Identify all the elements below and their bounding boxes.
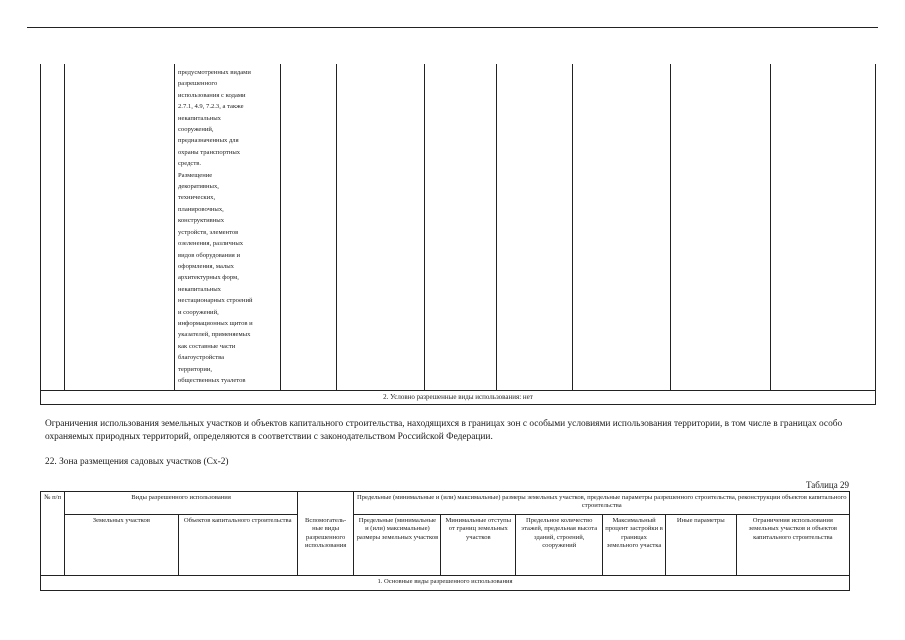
col-divider bbox=[64, 64, 65, 390]
col-divider bbox=[670, 64, 671, 390]
col-divider bbox=[336, 64, 337, 390]
main-uses-label: 1. Основные виды разрешенного использования bbox=[41, 576, 850, 591]
col-divider bbox=[875, 64, 876, 404]
header-land-plots: Земельных участков bbox=[65, 515, 178, 576]
header-permitted-uses: Виды разрешенного использования bbox=[65, 492, 298, 515]
conditional-uses-label: 2. Условно разрешенные виды использования: нет bbox=[383, 393, 533, 401]
page-top-border bbox=[27, 27, 878, 28]
header-aux-uses: Вспомогатель-ные виды разрешенного использования bbox=[297, 492, 354, 576]
continued-table bbox=[40, 64, 876, 404]
restrictions-paragraph: Ограничения использования земельных участков и объектов капитального строительства, находящихся в границах зон с особыми условиями использования территории, в том числе в границах особо охраняемых природных территорий, определяются в соответствии с законодательством Российской Федерации. bbox=[45, 419, 843, 442]
col-divider bbox=[424, 64, 425, 390]
col-divider bbox=[572, 64, 573, 390]
zone-table bbox=[40, 491, 850, 591]
col-divider bbox=[770, 64, 771, 390]
header-sub-3: Максимальный процент застройки в границах земельного участка bbox=[603, 515, 666, 576]
header-number: № п/п bbox=[41, 492, 65, 576]
header-sub-2: Предельное количество этажей, предельная высота зданий, строений, сооружений bbox=[516, 515, 603, 576]
header-sub-4: Иные параметры bbox=[665, 515, 736, 576]
header-sub-5: Ограничения использования земельных участков и объектов капитального строительства bbox=[736, 515, 849, 576]
col-divider bbox=[40, 64, 41, 404]
header-limits: Предельные (минимальные и (или) максимальные) размеры земельных участков, предельные параметры разрешенного строительства, реконструкции объектов капитального строительства bbox=[354, 492, 850, 515]
table-number: Таблица 29 bbox=[806, 480, 849, 490]
header-capital-objects: Объектов капитального строительства bbox=[178, 515, 297, 576]
header-sub-1: Минимальные отступы от границ земельных участков bbox=[441, 515, 516, 576]
col-divider bbox=[496, 64, 497, 390]
header-sub-0: Предельные (минимальные и (или) максимальные) размеры земельных участков bbox=[354, 515, 441, 576]
col-divider bbox=[174, 64, 175, 390]
row-divider bbox=[40, 390, 876, 391]
row-divider bbox=[40, 404, 876, 405]
permitted-uses-text: предусмотренных видами разрешенного использования с кодами 2.7.1, 4.9, 7.2.3, а также некапитальных сооружений, предназначенных для охраны транспортных средств. Размещение декоративных, технических, планировочных, конструктивных устройств, элементов озеленения, различных видов оборудования и оформления, малых архитектурных форм, некапитальных нестационарных строений и сооружений, информационных щитов и указателей, применяемых как составные части благоустройства территории, общественных туалетов bbox=[178, 69, 253, 384]
col-divider bbox=[280, 64, 281, 390]
zone-title: 22. Зона размещения садовых участков (Сх-2) bbox=[45, 457, 229, 467]
